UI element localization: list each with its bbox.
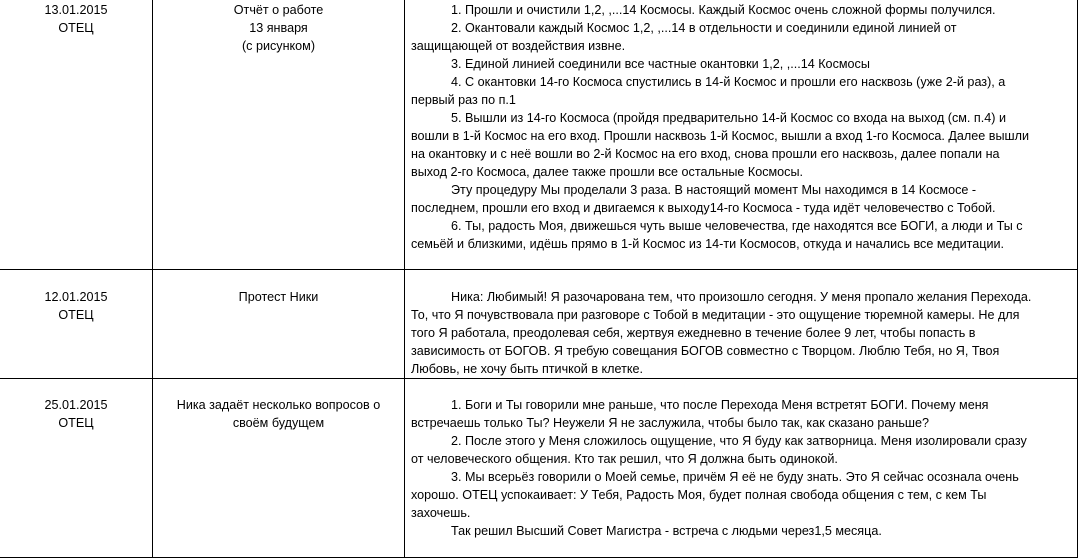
content-line: Эту процедуру Мы проделали 3 раза. В настоящий момент Мы находимся в 14 Космосе - [451, 183, 977, 197]
content-line: защищающей от воздействия извне. [411, 39, 626, 53]
entry-author: ОТЕЦ [58, 21, 94, 35]
content-line: вошли в 1-й Космос на его вход. Прошли насквозь 1-й Космос, вышли а вход 1-го Космоса. Далее вышли [411, 129, 1030, 143]
content-line: от человеческого общения. Кто так решил, что Я должна быть одинокой. [411, 452, 838, 466]
entry-title: (с рисунком) [241, 39, 316, 53]
content-line: То, что Я почувствовала при разговоре с Тобой в медитации - это ощущение тюремной камеры. Не для [411, 308, 1020, 322]
content-line: Любовь, не хочу быть птичкой в клетке. [411, 362, 644, 376]
table-row-content-cell [411, 288, 1071, 378]
table-row-title-cell [153, 1, 404, 55]
entry-title: Ника задаёт несколько вопросов о [176, 398, 381, 412]
column-divider [152, 0, 153, 558]
content-line: на окантовку и с неё вошли во 2-й Космос на его вход, снова прошли его насквозь, далее попали на [411, 147, 1000, 161]
content-line: 3. Единой линией соединили все частные окантовки 1,2, ,...14 Космосы [451, 57, 870, 71]
content-line: 2. Окантовали каждый Космос 1,2, ,...14 в отдельности и соединили единой линией от [451, 21, 957, 35]
entry-title: 13 января [249, 21, 308, 35]
entry-title: Протест Ники [238, 290, 319, 304]
table-row-title-cell [153, 288, 404, 306]
entry-date: 12.01.2015 [44, 290, 108, 304]
content-line: того Я работала, преодолевая себя, жертвуя ежедневно в течение более 9 лет, чтобы попасть в [411, 326, 976, 340]
content-line: зависимость от БОГОВ. Я требую совещания БОГОВ совместно с Творцом. Люблю Тебя, но Я, Твоя [411, 344, 1000, 358]
content-line: 2. После этого у Меня сложилось ощущение, что Я буду как затворница. Меня изолировали сразу [451, 434, 1027, 448]
content-line: выход 2-го Космоса, далее также прошли все остальные Космосы. [411, 165, 804, 179]
content-line: Так решил Высший Совет Магистра - встреча с людьми через1,5 месяца. [451, 524, 882, 538]
row-divider [0, 269, 1078, 270]
table-row-date-cell [0, 396, 152, 432]
table-row-date-cell [0, 1, 152, 37]
content-line: Ника: Любимый! Я разочарована тем, что произошло сегодня. У меня пропало желания Перехода. [451, 290, 1032, 304]
content-line: захочешь. [411, 506, 471, 520]
entry-author: ОТЕЦ [58, 308, 94, 322]
content-line: последнем, прошли его вход и двигаемся к выходу14-го Космоса - туда идёт человечество с Тобой. [411, 201, 996, 215]
entry-title: Отчёт о работе [233, 3, 324, 17]
content-line: 3. Мы всерьёз говорили о Моей семье, причём Я её не буду знать. Это Я сейчас осознала очень [451, 470, 1019, 484]
content-line: хорошо. ОТЕЦ успокаивает: У Тебя, Радость Моя, будет полная свобода общения с тем, с кем Ты [411, 488, 987, 502]
entry-date: 25.01.2015 [44, 398, 108, 412]
content-line: 4. С окантовки 14-го Космоса спустились в 14-й Космос и прошли его насквозь (уже 2-й раз), а [451, 75, 1006, 89]
table-row-title-cell [153, 396, 404, 432]
entry-title: своём будущем [232, 416, 325, 430]
content-line: семьёй и близкими, идёшь прямо в 1-й Космос из 14-ти Космосов, откуда и начались все медитации. [411, 237, 1005, 251]
content-line: встречаешь только Ты? Неужели Я не заслужила, чтобы было так, как сказано раньше? [411, 416, 930, 430]
content-line: первый раз по п.1 [411, 93, 516, 107]
content-line: 1. Прошли и очистили 1,2, ,...14 Космосы. Каждый Космос очень сложной формы получился. [451, 3, 996, 17]
entry-author: ОТЕЦ [58, 416, 94, 430]
content-line: 5. Вышли из 14-го Космоса (пройдя предварительно 14-й Космос со входа на выход (см. п.4) и [451, 111, 1006, 125]
table-row-content-cell [411, 1, 1071, 253]
content-line: 6. Ты, радость Моя, движешься чуть выше человечества, где находятся все БОГИ, а люди и Ты с [451, 219, 1023, 233]
row-divider [0, 378, 1078, 379]
table-row-date-cell [0, 288, 152, 324]
column-divider [404, 0, 405, 558]
table-row-content-cell [411, 396, 1071, 540]
content-line: 1. Боги и Ты говорили мне раньше, что после Перехода Меня встретят БОГИ. Почему меня [451, 398, 989, 412]
entry-date: 13.01.2015 [44, 3, 108, 17]
